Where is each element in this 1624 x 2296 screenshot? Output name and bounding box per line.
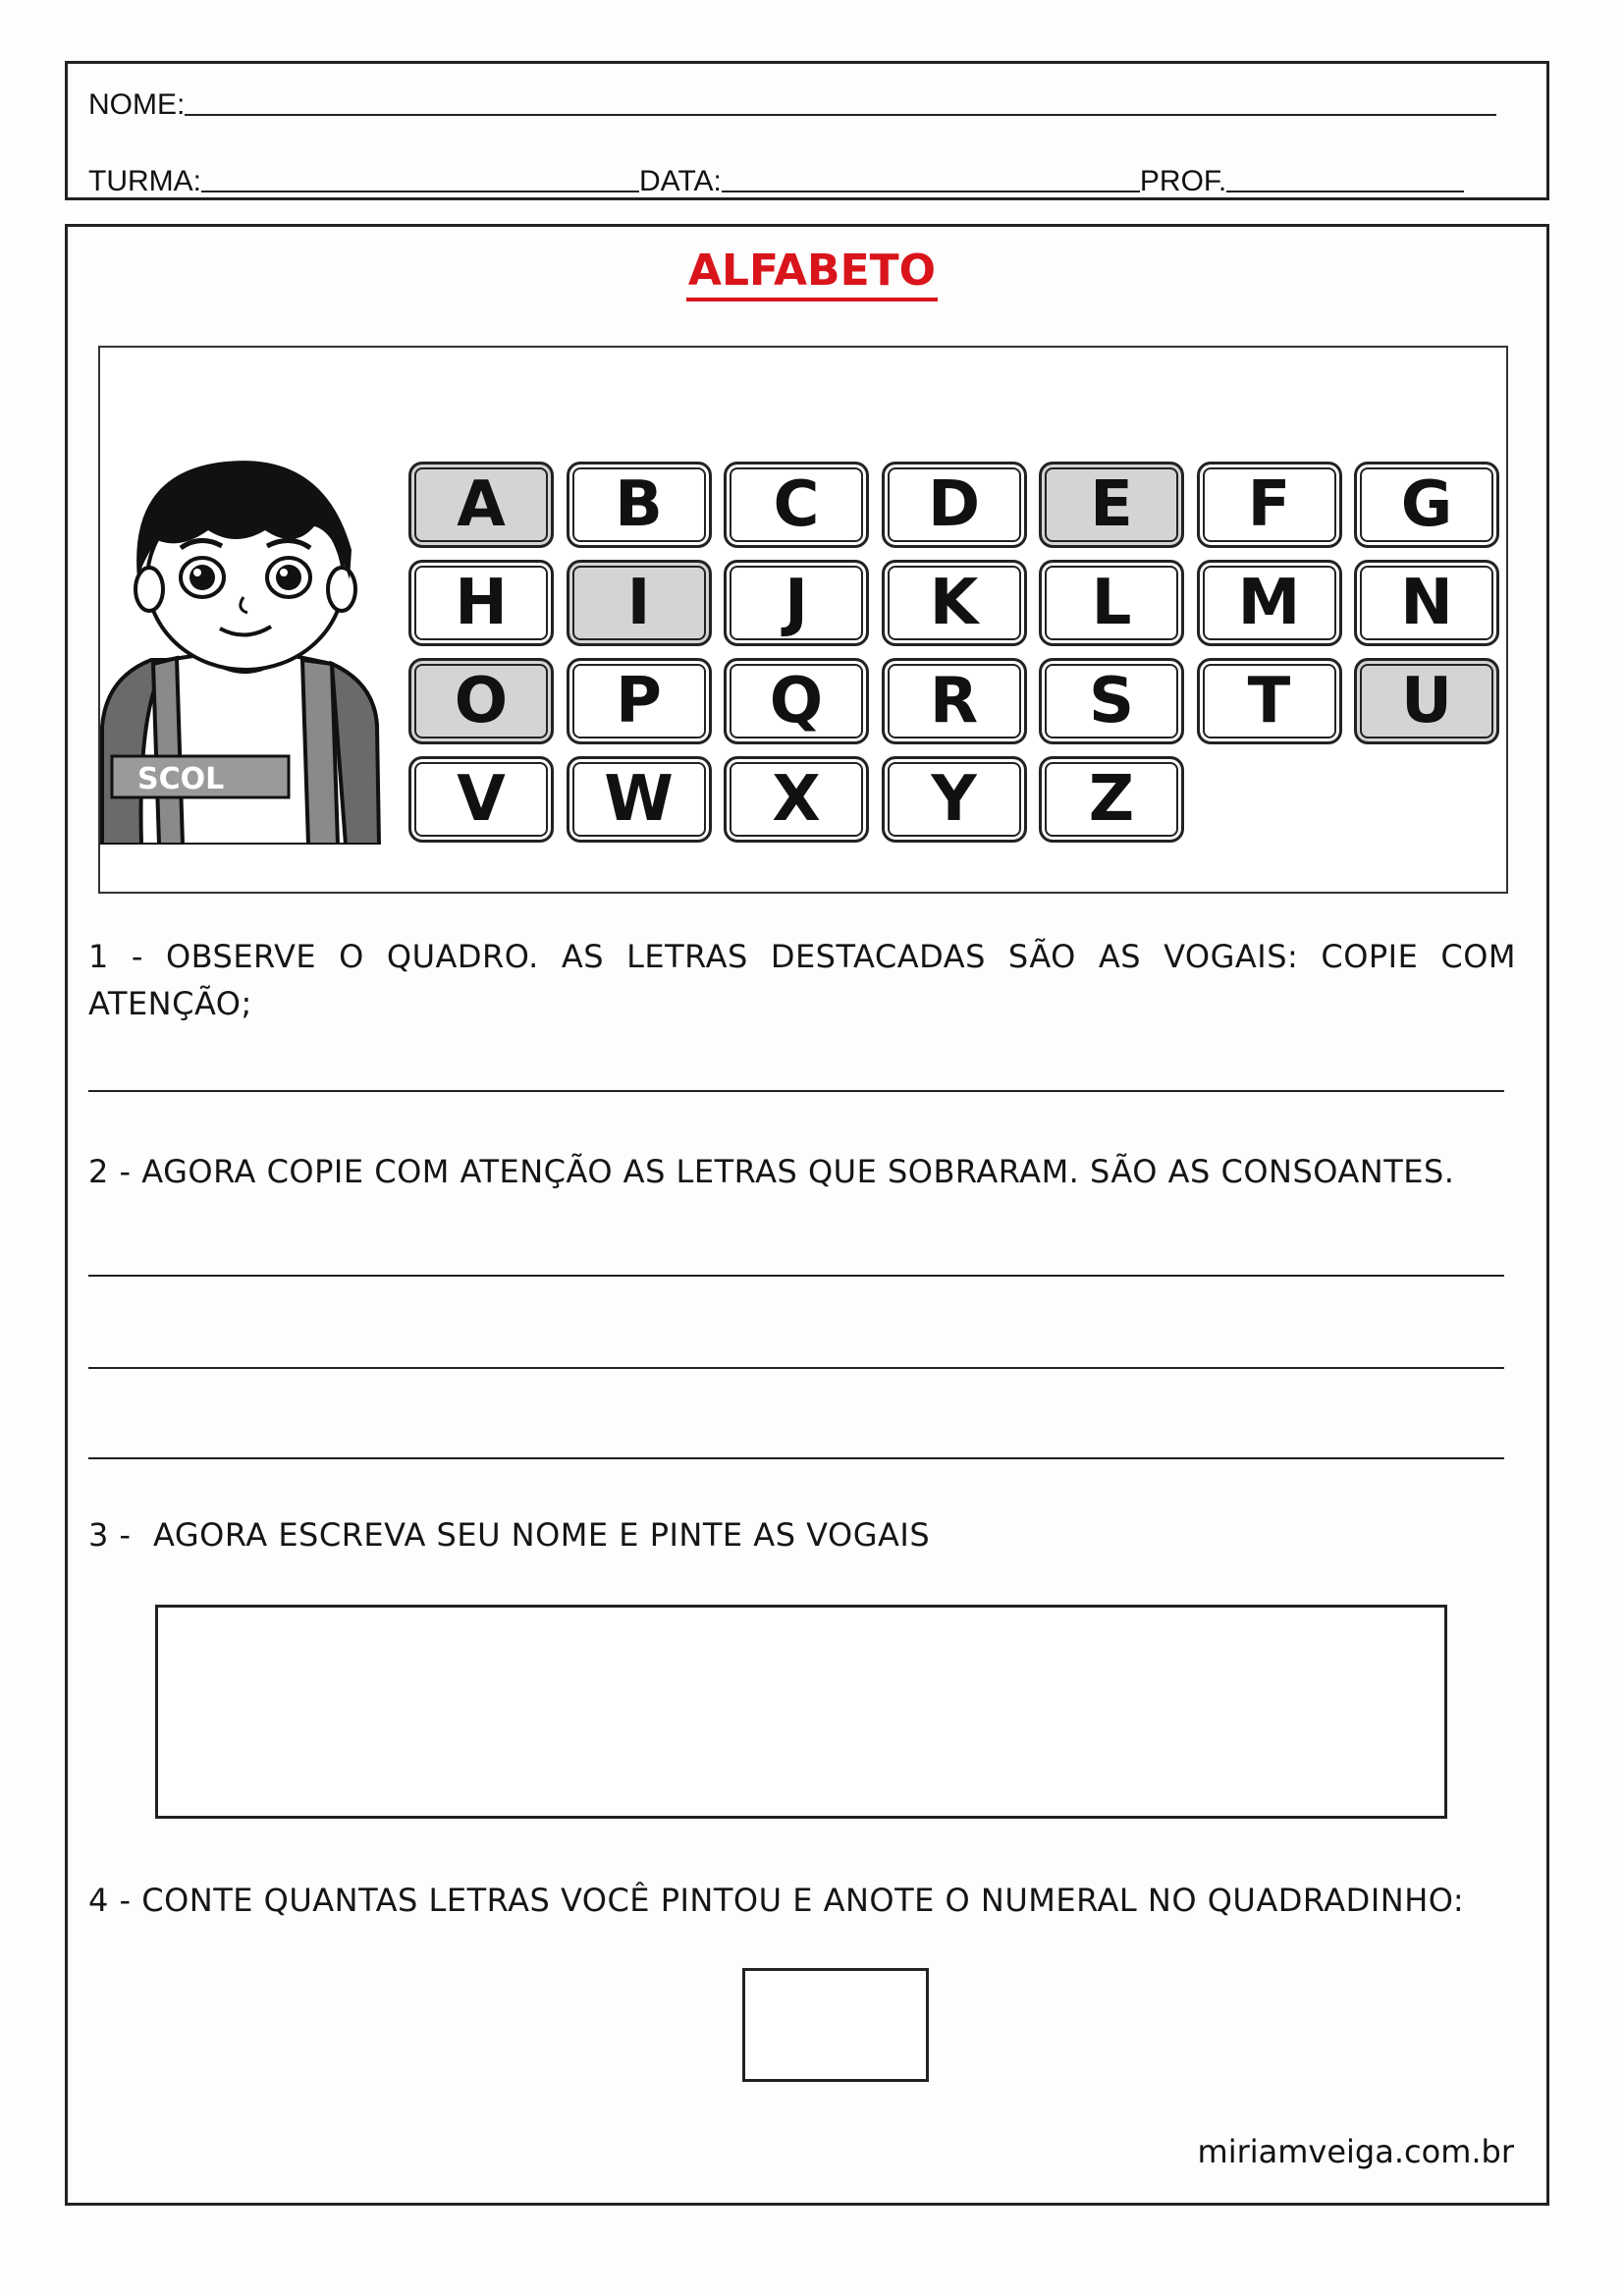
- letter-tile-o: O: [408, 658, 554, 744]
- name-row: [88, 88, 1496, 122]
- class-field[interactable]: [201, 190, 639, 192]
- letter-tile-b: B: [567, 462, 712, 548]
- letter-tile-e: E: [1039, 462, 1184, 548]
- letter-tile-z: Z: [1039, 756, 1184, 843]
- letter-tile-g: G: [1354, 462, 1499, 548]
- letter-tile-k: K: [882, 560, 1027, 646]
- letter-tile-t: T: [1197, 658, 1342, 744]
- date-field[interactable]: [722, 190, 1140, 192]
- letter-tile-s: S: [1039, 658, 1184, 744]
- student-illustration: [98, 432, 383, 845]
- question-3: AGORA ESCREVA SEU NOME E PINTE AS VOGAIS: [153, 1516, 931, 1554]
- class-row: [88, 165, 1464, 198]
- numeral-box[interactable]: [742, 1968, 929, 2082]
- answer-line-4[interactable]: [88, 1457, 1504, 1459]
- letter-tile-y: Y: [882, 756, 1027, 843]
- teacher-field[interactable]: [1226, 190, 1464, 192]
- letter-tile-j: J: [724, 560, 869, 646]
- letter-tile-v: V: [408, 756, 554, 843]
- teacher-label: PROF.: [1139, 165, 1227, 197]
- shirt-text: SCOL: [137, 762, 225, 796]
- answer-line-2[interactable]: [88, 1275, 1504, 1277]
- question-2: 2 - AGORA COPIE COM ATENÇÃO AS LETRAS QUE SOBRARAM. SÃO AS CONSOANTES.: [88, 1153, 1455, 1190]
- letter-tile-r: R: [882, 658, 1027, 744]
- letter-tile-u: U: [1354, 658, 1499, 744]
- question-1: 1 - OBSERVE O QUADRO. AS LETRAS DESTACADAS SÃO AS VOGAIS: COPIE COM ATENÇÃO;: [88, 938, 1516, 1022]
- letter-tile-l: L: [1039, 560, 1184, 646]
- answer-line-3[interactable]: [88, 1367, 1504, 1369]
- letter-tile-h: H: [408, 560, 554, 646]
- name-writing-box[interactable]: [155, 1605, 1447, 1819]
- answer-line-1[interactable]: [88, 1090, 1504, 1092]
- question-3-number: 3 -: [88, 1516, 132, 1554]
- name-field[interactable]: [185, 113, 1496, 116]
- website-credit: miriamveiga.com.br: [1197, 2133, 1514, 2170]
- letter-tile-m: M: [1197, 560, 1342, 646]
- letter-tile-n: N: [1354, 560, 1499, 646]
- question-4: 4 - CONTE QUANTAS LETRAS VOCÊ PINTOU E ANOTE O NUMERAL NO QUADRADINHO:: [88, 1882, 1465, 1919]
- date-label: DATA:: [639, 165, 722, 197]
- letter-tile-w: W: [567, 756, 712, 843]
- letter-tile-x: X: [724, 756, 869, 843]
- class-label: TURMA:: [88, 165, 201, 197]
- letter-tile-d: D: [882, 462, 1027, 548]
- letter-tile-a: A: [408, 462, 554, 548]
- letter-tile-f: F: [1197, 462, 1342, 548]
- page-title: ALFABETO: [0, 246, 1624, 296]
- name-label: NOME:: [88, 88, 186, 121]
- letter-tile-c: C: [724, 462, 869, 548]
- letter-tile-p: P: [567, 658, 712, 744]
- letter-tile-i: I: [567, 560, 712, 646]
- letter-tile-q: Q: [724, 658, 869, 744]
